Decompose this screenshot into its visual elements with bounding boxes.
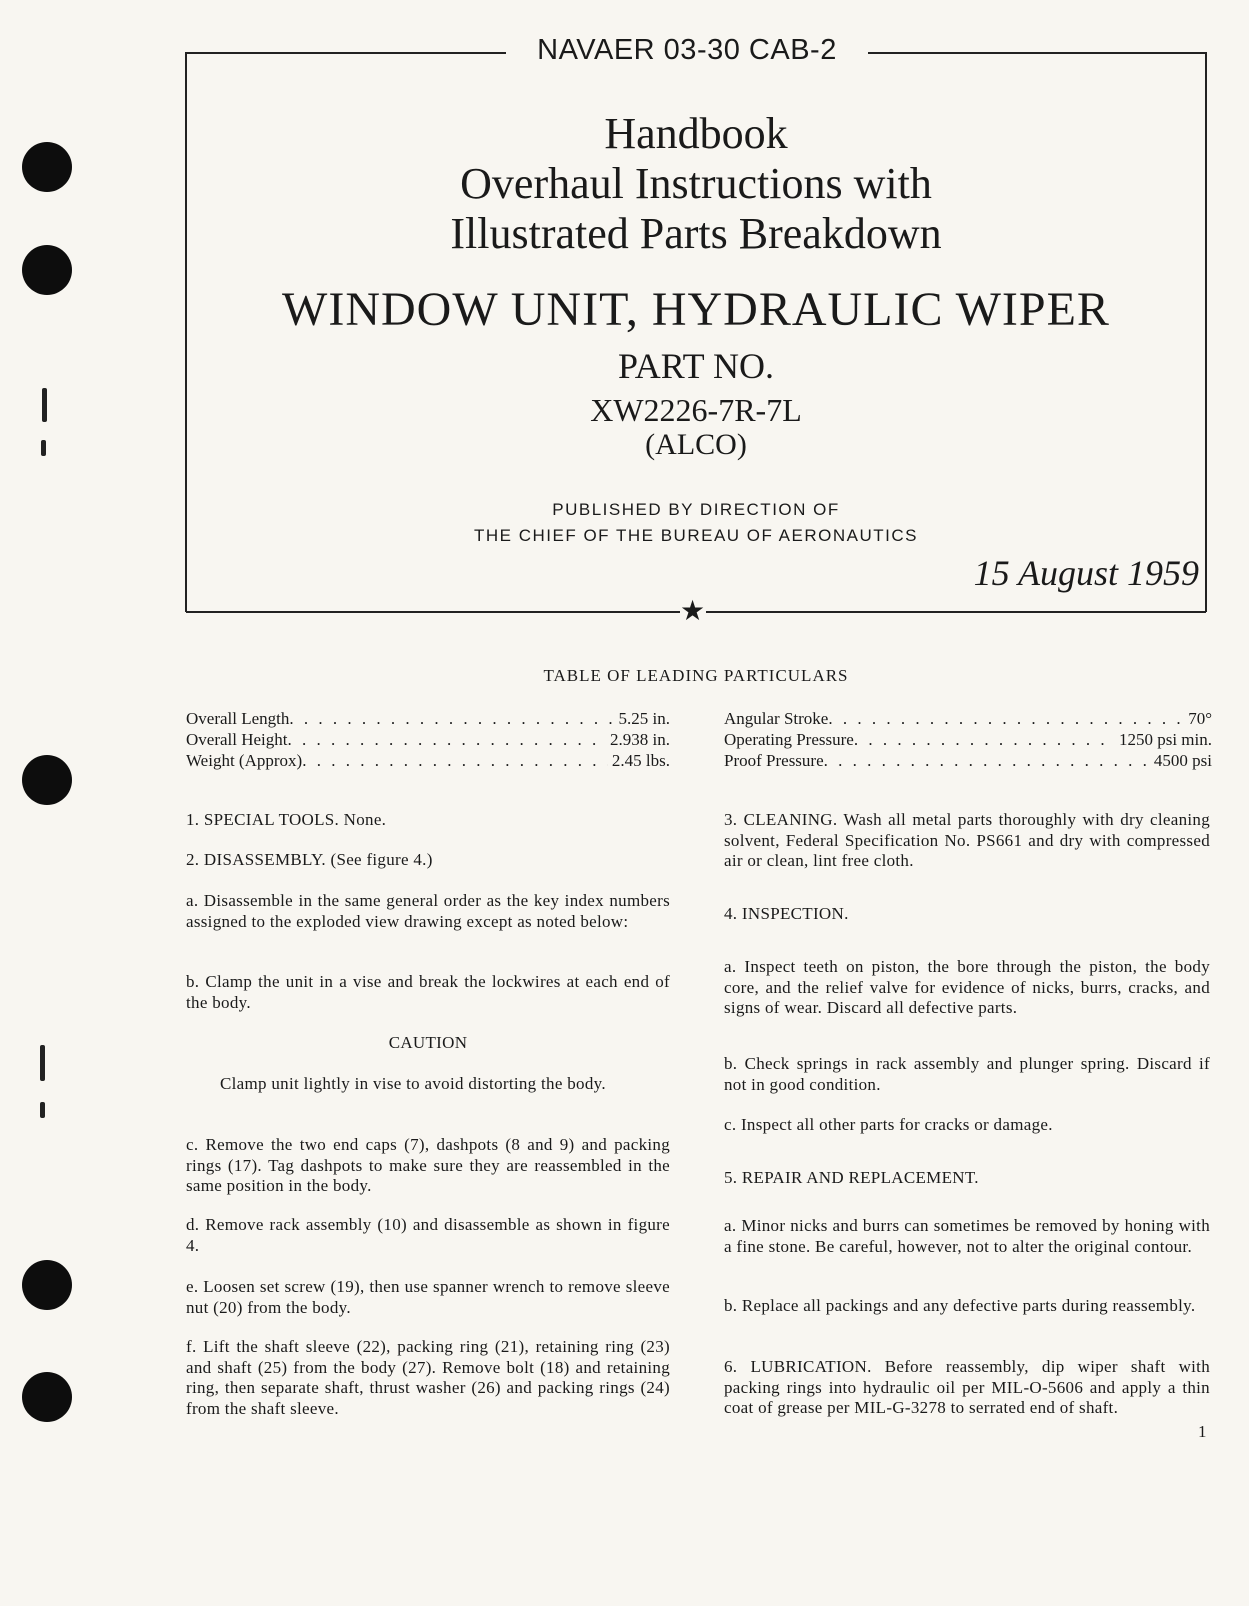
scan-mark: [40, 1045, 45, 1081]
frame-line: [186, 611, 680, 613]
paragraph: e. Loosen set screw (19), then use spanner wrench to remove sleeve nut (20) from the body.: [186, 1277, 670, 1317]
particulars-title: TABLE OF LEADING PARTICULARS: [543, 666, 849, 685]
section-special-tools: 1. SPECIAL TOOLS. None.: [186, 810, 387, 829]
caution-heading: CAUTION: [388, 1033, 468, 1052]
particular-label: Weight (Approx): [186, 751, 303, 770]
binder-hole: [22, 245, 72, 295]
particular-value: 4500 psi: [1153, 751, 1212, 770]
caution-text: Clamp unit lightly in vise to avoid distorting the body.: [220, 1074, 606, 1093]
scan-mark: [42, 388, 47, 422]
particular-row: [724, 708, 1212, 729]
part-label: PART NO.: [618, 346, 774, 386]
particular-value: 5.25 in.: [618, 709, 670, 728]
paragraph: c. Inspect all other parts for cracks or damage.: [724, 1115, 1053, 1134]
particular-row: [724, 729, 1212, 750]
particular-value: 70°: [1188, 709, 1212, 728]
publication-date: 15 August 1959: [973, 553, 1199, 593]
published-by: PUBLISHED BY DIRECTION OF: [552, 500, 840, 519]
subject-title: WINDOW UNIT, HYDRAULIC WIPER: [282, 283, 1110, 336]
binder-hole: [22, 142, 72, 192]
title-line: Overhaul Instructions with: [460, 159, 932, 208]
particular-row: [186, 750, 670, 771]
paragraph: b. Check springs in rack assembly and plunger spring. Discard if not in good condition.: [724, 1054, 1210, 1094]
frame-line: [868, 52, 1206, 54]
frame-line: [186, 52, 506, 54]
section-repair: 5. REPAIR AND REPLACEMENT.: [724, 1168, 979, 1187]
binder-hole: [22, 1260, 72, 1310]
page-number: 1: [1198, 1422, 1207, 1441]
paragraph: b. Clamp the unit in a vise and break the lockwires at each end of the body.: [186, 972, 670, 1012]
section-inspection: 4. INSPECTION.: [724, 904, 849, 923]
particular-row: [724, 750, 1212, 771]
paragraph: c. Remove the two end caps (7), dashpots (8 and 9) and packing rings (17). Tag dashpots to make sure they are reassembled in the same position in the body.: [186, 1135, 670, 1195]
star-icon: ★: [680, 596, 706, 627]
scan-mark: [40, 1102, 45, 1118]
title-handbook: Handbook: [604, 109, 788, 158]
particular-label: Angular Stroke: [724, 709, 829, 728]
particular-row: [186, 729, 670, 750]
particular-row: [186, 708, 670, 729]
manufacturer: (ALCO): [645, 428, 747, 461]
paragraph: a. Minor nicks and burrs can sometimes be removed by honing with a fine stone. Be careful, however, not to alter the original contour.: [724, 1216, 1210, 1256]
particular-label: Proof Pressure: [724, 751, 824, 770]
particular-label: Overall Length: [186, 709, 290, 728]
particular-value: 2.938 in.: [610, 730, 670, 749]
section-lubrication: 6. LUBRICATION. Before reassembly, dip wiper shaft with packing rings into hydraulic oil per MIL-O-5606 and apply a thin coat of grease per MIL-G-3278 to serrated end of shaft.: [724, 1357, 1210, 1417]
part-number: XW2226-7R-7L: [590, 392, 802, 428]
title-line: Illustrated Parts Breakdown: [450, 209, 942, 258]
paragraph: a. Inspect teeth on piston, the bore through the piston, the body core, and the relief valve for evidence of nicks, burrs, cracks, and signs of wear. Discard all defective parts.: [724, 957, 1210, 1017]
paragraph: f. Lift the shaft sleeve (22), packing ring (21), retaining ring (23) and shaft (25) from the body (27). Remove bolt (18) and retaining ring, then separate shaft, thrust washer (26) and packing rings (24) from the shaft sleeve.: [186, 1337, 670, 1418]
binder-hole: [22, 755, 72, 805]
scan-mark: [41, 440, 46, 456]
paragraph: a. Disassemble in the same general order as the key index numbers assigned to the exploded view drawing except as noted below:: [186, 891, 670, 931]
particular-value: 1250 psi min.: [1118, 730, 1212, 749]
frame-line: [706, 611, 1206, 613]
paragraph: d. Remove rack assembly (10) and disassemble as shown in figure 4.: [186, 1215, 670, 1255]
section-cleaning: 3. CLEANING. Wash all metal parts thoroughly with dry cleaning solvent, Federal Specification No. PS661 and dry with compressed air or clean, lint free cloth.: [724, 810, 1210, 870]
binder-hole: [22, 1372, 72, 1422]
particular-label: Operating Pressure: [724, 730, 854, 749]
published-by: THE CHIEF OF THE BUREAU OF AERONAUTICS: [474, 526, 918, 545]
particular-value: 2.45 lbs.: [611, 751, 670, 770]
paragraph: b. Replace all packings and any defective parts during reassembly.: [724, 1296, 1196, 1315]
document-number: NAVAER 03-30 CAB-2: [537, 34, 837, 66]
section-disassembly: 2. DISASSEMBLY. (See figure 4.): [186, 850, 433, 869]
particular-label: Overall Height: [186, 730, 288, 749]
